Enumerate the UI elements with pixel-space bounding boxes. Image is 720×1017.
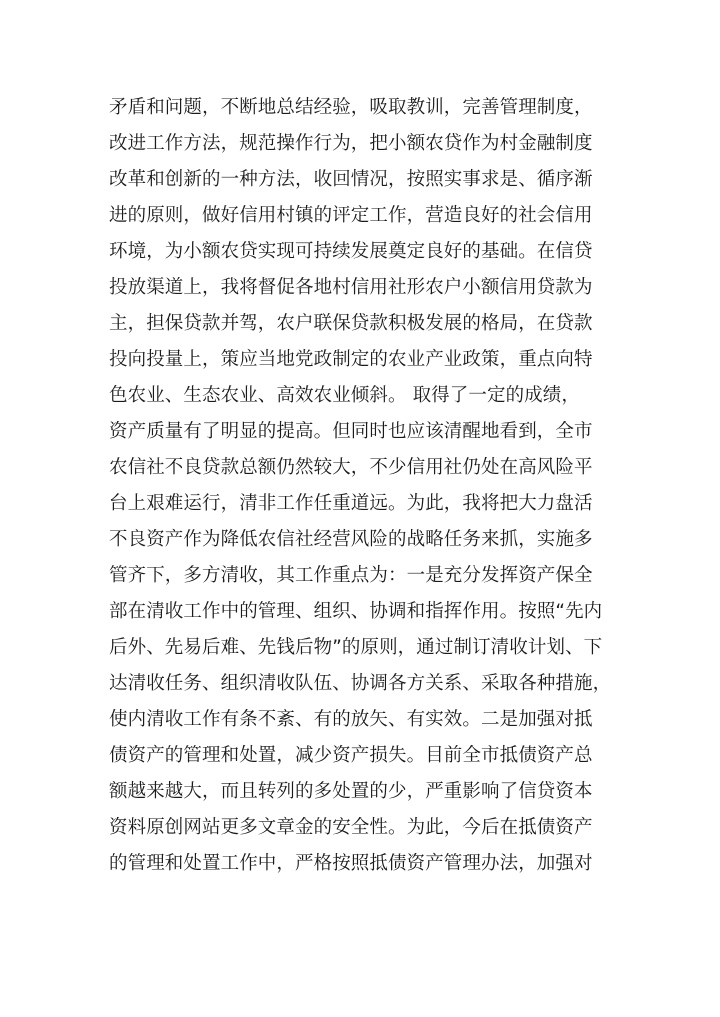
text-line: 台上艰难运行，清非工作任重道远。为此，我将把大力盘活: [109, 493, 593, 514]
text-line: 债资产的管理和处置，减少资产损失。目前全市抵债资产总: [109, 745, 593, 766]
text-line: 额越来越大，而且转列的多处置的少，严重影响了信贷资本: [109, 781, 593, 802]
text-line: 后外、先易后难、先钱后物”的原则，通过制订清收计划、下: [109, 637, 603, 658]
text-line: 使内清收工作有条不紊、有的放矢、有实效。二是加强对抵: [109, 709, 593, 730]
text-line: 色农业、生态农业、高效农业倾斜。 取得了一定的成绩，: [109, 385, 580, 406]
text-line: 资产质量有了明显的提高。但同时也应该清醒地看到，全市: [109, 421, 593, 442]
text-line: 环境，为小额农贷实现可持续发展奠定良好的基础。在信贷: [109, 241, 593, 262]
text-line: 进的原则，做好信用村镇的评定工作，营造良好的社会信用: [109, 205, 593, 226]
text-line: 改进工作方法，规范操作行为，把小额农贷作为村金融制度: [109, 133, 593, 154]
text-line: 改革和创新的一种方法，收回情况，按照实事求是、循序渐: [109, 169, 593, 190]
text-line: 投放渠道上，我将督促各地村信用社形农户小额信用贷款为: [109, 277, 593, 298]
text-line: 的管理和处置工作中，严格按照抵债资产管理办法，加强对: [109, 853, 593, 874]
text-line: 投向投量上，策应当地党政制定的农业产业政策，重点向特: [109, 349, 593, 370]
body-text: [109, 90, 619, 882]
text-line: 资料原创网站更多文章金的安全性。为此，今后在抵债资产: [109, 817, 593, 838]
text-line: 农信社不良贷款总额仍然较大，不少信用社仍处在高风险平: [109, 457, 593, 478]
text-line: 达清收任务、组织清收队伍、协调各方关系、采取各种措施，: [109, 673, 612, 694]
text-line: 不良资产作为降低农信社经营风险的战略任务来抓，实施多: [109, 529, 593, 550]
text-line: 矛盾和问题，不断地总结经验，吸取教训，完善管理制度，: [109, 97, 593, 118]
text-line: 管齐下，多方清收，其工作重点为：一是充分发挥资产保全: [109, 565, 593, 586]
text-line: 部在清收工作中的管理、组织、协调和指挥作用。按照“先内: [109, 601, 603, 622]
text-line: 主，担保贷款并驾，农户联保贷款积极发展的格局，在贷款: [109, 313, 593, 334]
